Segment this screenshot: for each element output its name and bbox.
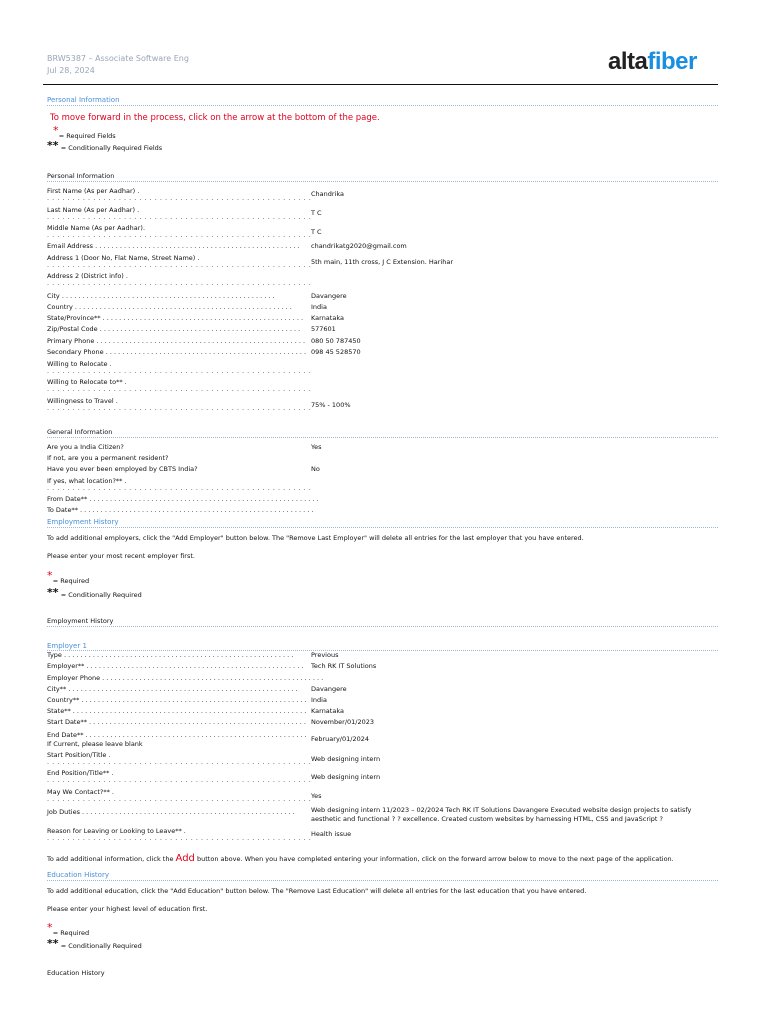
- subheading-education: Education History: [47, 969, 105, 977]
- employer-title: Employer 1: [47, 642, 87, 650]
- leader-dots: . . . . . . . . . . . . . . . . . . . . . . . . . . . . . . . . . . . . . . . . . . . . . . . . . . . .: [47, 261, 312, 269]
- leader-dots: . . . . . . . . . . . . . . . . . . . . . . . . . . . . . . . . . . . . . . . . . . . . . . . . . . . .: [47, 279, 312, 287]
- field-value: Yes: [311, 792, 322, 800]
- field-label: End Position/Title** .: [47, 769, 114, 777]
- leader-dots: . . . . . . . . . . . . . . . . . . . . . . . . . . . . . . . . . . . . . . . . . . . . . . . . . . . .: [47, 213, 312, 221]
- field-label: Primary Phone . . . . . . . . . . . . . . . . . . . . . . . . . . . . . . . . . . . . . . . . . . . . . . . . . . .: [47, 337, 306, 345]
- document-date: Jul 28, 2024: [47, 66, 95, 75]
- field-label: Address 1 (Door No, Flat Name, Street Name) .: [47, 254, 200, 262]
- field-value: November/01/2023: [311, 718, 375, 726]
- subheading-general: General Information: [47, 428, 113, 436]
- field-value: T C: [311, 228, 322, 236]
- leader-dots: . . . . . . . . . . . . . . . . . . . . . . . . . . . . . . . . . . . . . . . . . . . . . . . . . . . .: [47, 795, 312, 803]
- subheading-divider: [47, 626, 718, 627]
- field-value: Web designing intern: [311, 755, 381, 763]
- field-value: Web designing intern: [311, 773, 381, 781]
- logo-part-1: alta: [608, 48, 648, 75]
- field-label: Type . . . . . . . . . . . . . . . . . . . . . . . . . . . . . . . . . . . . . . . . . . . . . . . . . . . . . . . .: [47, 651, 294, 659]
- section-divider: [47, 880, 718, 881]
- leader-dots: . . . . . . . . . . . . . . . . . . . . . . . . . . . . . . . . . . . . . . . . . . . . . . . . . . . .: [47, 776, 312, 784]
- subheading-employment: Employment History: [47, 617, 114, 625]
- field-value: 098 45 528570: [311, 348, 361, 356]
- education-instructions: To add additional education, click the "Add Education" button below. The "Remove Last Education" will delete all entries for the last education that you have entered.: [47, 887, 587, 895]
- field-value: Tech RK IT Solutions: [311, 662, 377, 670]
- field-label: Reason for Leaving or Looking to Leave** .: [47, 827, 186, 835]
- add-info-instructions: To add additional information, click the Add button above. When you have completed entering your information, click on the forward arrow below to move to the next page of the application.: [47, 853, 674, 864]
- field-value: Previous: [311, 651, 339, 659]
- required-star: *: [47, 569, 53, 582]
- field-value: Karnataka: [311, 707, 344, 715]
- altafiber-logo: [608, 48, 697, 76]
- field-value: Karnataka: [311, 314, 344, 322]
- leader-dots: . . . . . . . . . . . . . . . . . . . . . . . . . . . . . . . . . . . . . . . . . . . . . . . . . . . .: [47, 385, 312, 393]
- field-label: End Date** . . . . . . . . . . . . . . . . . . . . . . . . . . . . . . . . . . . . . . . . . . . . . . . . . . . . . .: [47, 731, 307, 739]
- field-value: Health issue: [311, 830, 352, 838]
- field-label: Address 2 (District info) .: [47, 272, 128, 280]
- field-label: Have you ever been employed by CBTS India?: [47, 465, 198, 473]
- field-label: Employer Phone . . . . . . . . . . . . . . . . . . . . . . . . . . . . . . . . . . . . . . . . . . . . . . . . . . . . . .: [47, 674, 324, 682]
- section-title-employment: Employment History: [47, 518, 119, 526]
- field-label: Willingness to Travel .: [47, 397, 118, 405]
- field-label: If Current, please leave blank: [47, 740, 143, 748]
- required-legend: [53, 124, 118, 140]
- field-value: Davangere: [311, 685, 347, 693]
- navigation-notice: To move forward in the process, click on the arrow at the bottom of the page.: [50, 113, 380, 123]
- section-divider: [47, 527, 718, 528]
- conditional-star: **: [47, 586, 59, 599]
- field-label: Employer** . . . . . . . . . . . . . . . . . . . . . . . . . . . . . . . . . . . . . . . . . . . . . . . . . . . . .: [47, 662, 304, 670]
- field-label: To Date** . . . . . . . . . . . . . . . . . . . . . . . . . . . . . . . . . . . . . . . . . . . . . . . . . . . . . . . . .: [47, 506, 314, 514]
- field-label: Zip/Postal Code . . . . . . . . . . . . . . . . . . . . . . . . . . . . . . . . . . . . . . . . . . . . . . . . .: [47, 325, 301, 333]
- field-label: First Name (As per Aadhar) .: [47, 187, 140, 195]
- conditional-legend-label: = Conditionally Required: [60, 942, 142, 950]
- field-label: Secondary Phone . . . . . . . . . . . . . . . . . . . . . . . . . . . . . . . . . . . . . . . . . . . . . . . . .: [47, 348, 307, 356]
- field-label: From Date** . . . . . . . . . . . . . . . . . . . . . . . . . . . . . . . . . . . . . . . . . . . . . . . . . . . . . . . .: [47, 495, 319, 503]
- employment-instructions: To add additional employers, click the "Add Employer" button below. The "Remove Last Employer" will delete all entries for the last employer that you have entered.: [47, 534, 584, 542]
- leader-dots: . . . . . . . . . . . . . . . . . . . . . . . . . . . . . . . . . . . . . . . . . . . . . . . . . . . .: [47, 231, 312, 239]
- field-label: Start Date** . . . . . . . . . . . . . . . . . . . . . . . . . . . . . . . . . . . . . . . . . . . . . . . . . . . . .: [47, 718, 306, 726]
- field-value: Davangere: [311, 292, 347, 300]
- section-title-personal: Personal Information: [47, 96, 120, 104]
- required-star: *: [53, 124, 59, 137]
- field-label: Willing to Relocate to** .: [47, 378, 127, 386]
- job-title: BRW5387 – Associate Software Eng: [47, 54, 189, 63]
- conditional-legend-label: = Conditionally Required Fields: [60, 144, 163, 152]
- field-value: India: [311, 696, 327, 704]
- field-label: Middle Name (As per Aadhar).: [47, 224, 146, 232]
- required-star: *: [47, 921, 53, 934]
- field-label: City . . . . . . . . . . . . . . . . . . . . . . . . . . . . . . . . . . . . . . . . . . . . . . . . . . . .: [47, 292, 275, 300]
- education-highest-first: Please enter your highest level of education first.: [47, 905, 208, 913]
- field-value: India: [311, 303, 327, 311]
- field-value: 75% - 100%: [311, 401, 351, 409]
- job-duties-value: Web designing intern 11/2023 – 02/2024 Tech RK IT Solutions Davangere Executed website design projects to satisfy aesthetic and functional ? ? excellence. Created custom websites by harnessing HTML, CSS and JavaScript ?: [311, 806, 692, 823]
- field-label: May We Contact?** .: [47, 788, 114, 796]
- leader-dots: . . . . . . . . . . . . . . . . . . . . . . . . . . . . . . . . . . . . . . . . . . . . . . . . . . . .: [47, 404, 312, 412]
- field-label: City** . . . . . . . . . . . . . . . . . . . . . . . . . . . . . . . . . . . . . . . . . . . . . . . . . . . . . . . .: [47, 685, 298, 693]
- header-divider: [43, 84, 718, 85]
- field-label: Start Position/Title .: [47, 751, 111, 759]
- field-label: Job Duties . . . . . . . . . . . . . . . . . . . . . . . . . . . . . . . . . . . . . . . . . . . . . . . . . . . .: [47, 808, 295, 816]
- field-label: Country** . . . . . . . . . . . . . . . . . . . . . . . . . . . . . . . . . . . . . . . . . . . . . . . . . . . . . . .: [47, 696, 307, 704]
- field-value: T C: [311, 209, 322, 217]
- field-label: State** . . . . . . . . . . . . . . . . . . . . . . . . . . . . . . . . . . . . . . . . . . . . . . . . . . . . . . . . .: [47, 707, 307, 715]
- leader-dots: . . . . . . . . . . . . . . . . . . . . . . . . . . . . . . . . . . . . . . . . . . . . . . . . . . . .: [47, 367, 312, 375]
- leader-dots: . . . . . . . . . . . . . . . . . . . . . . . . . . . . . . . . . . . . . . . . . . . . . . . . . . . .: [47, 834, 312, 842]
- subheading-divider: [47, 181, 718, 182]
- employment-recent-first: Please enter your most recent employer first.: [47, 552, 195, 560]
- required-legend-label: = Required: [52, 929, 90, 937]
- subheading-personal: Personal Information: [47, 172, 115, 180]
- section-divider: [47, 105, 718, 106]
- required-legend-label: = Required Fields: [58, 132, 116, 140]
- add-link[interactable]: Add: [175, 853, 195, 864]
- leader-dots: . . . . . . . . . . . . . . . . . . . . . . . . . . . . . . . . . . . . . . . . . . . . . . . . . . . .: [47, 194, 312, 202]
- field-value: Yes: [311, 443, 322, 451]
- conditional-star: **: [47, 937, 59, 950]
- field-label: If yes, what location?** .: [47, 477, 127, 485]
- required-legend: [47, 921, 91, 937]
- section-title-education: Education History: [47, 871, 109, 879]
- field-value: Chandrika: [311, 190, 344, 198]
- field-label: Email Address . . . . . . . . . . . . . . . . . . . . . . . . . . . . . . . . . . . . . . . . . . . . . . . . . .: [47, 242, 300, 250]
- conditional-legend-label: = Conditionally Required: [60, 591, 142, 599]
- field-value: 577601: [311, 325, 336, 333]
- field-value: chandrikatg2020@gmail.com: [311, 242, 407, 250]
- field-label: If not, are you a permanent resident?: [47, 454, 169, 462]
- logo-part-2: fiber: [647, 48, 697, 75]
- field-value: 080 50 787450: [311, 337, 361, 345]
- conditional-legend: [47, 139, 162, 152]
- field-label: Are you a India Citizen?: [47, 443, 124, 451]
- field-value: 5th main, 11th cross, J C Extension. Harihar: [311, 258, 453, 266]
- required-legend-label: = Required: [52, 577, 90, 585]
- required-legend: [47, 569, 91, 585]
- conditional-legend: [47, 586, 142, 599]
- leader-dots: . . . . . . . . . . . . . . . . . . . . . . . . . . . . . . . . . . . . . . . . . . . . . . . . . . . .: [47, 758, 312, 766]
- field-label: Country . . . . . . . . . . . . . . . . . . . . . . . . . . . . . . . . . . . . . . . . . . . . . . . . . . . . .: [47, 303, 292, 311]
- field-label: Willing to Relocate .: [47, 360, 112, 368]
- field-value: February/01/2024: [311, 735, 369, 743]
- field-label: Last Name (As per Aadhar) .: [47, 206, 140, 214]
- conditional-legend: [47, 937, 142, 950]
- conditional-star: **: [47, 139, 59, 152]
- field-value: No: [311, 465, 320, 473]
- leader-dots: . . . . . . . . . . . . . . . . . . . . . . . . . . . . . . . . . . . . . . . . . . . . . . . . . . . .: [47, 484, 312, 492]
- subheading-divider: [47, 437, 718, 438]
- field-label: State/Province** . . . . . . . . . . . . . . . . . . . . . . . . . . . . . . . . . . . . . . . . . . . . . . . . .: [47, 314, 304, 322]
